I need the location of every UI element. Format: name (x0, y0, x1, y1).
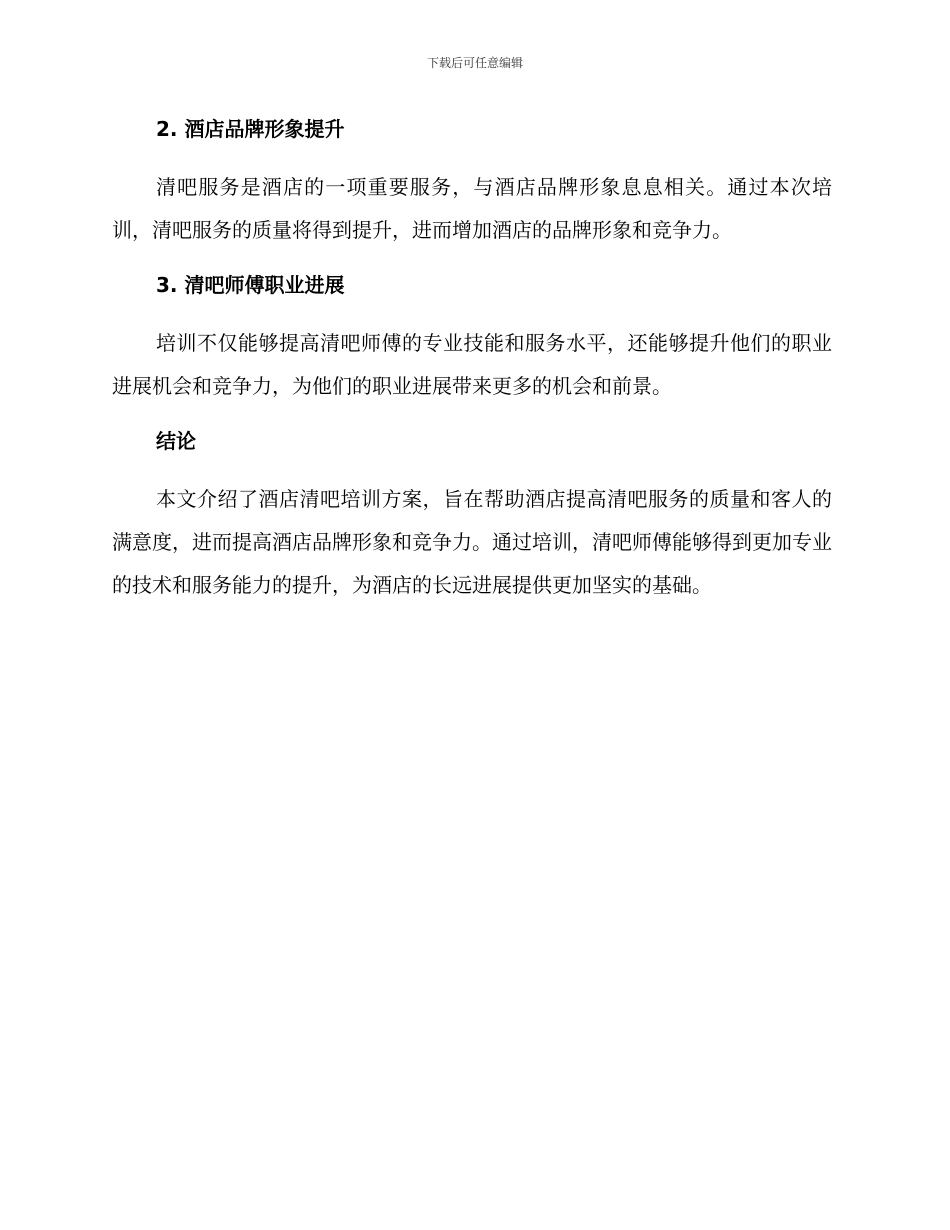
section-paragraph: 培训不仅能够提高清吧师傅的专业技能和服务水平，还能够提升他们的职业进展机会和竞争力，为他们的职业进展带来更多的机会和前景。 (112, 331, 832, 398)
page-header: 下载后可任意编辑 (426, 56, 523, 70)
section-brand-image (112, 110, 832, 252)
section-conclusion (112, 422, 832, 607)
section-heading: 结论 (156, 429, 196, 453)
section-paragraph: 清吧服务是酒店的一项重要服务，与酒店品牌形象息息相关。通过本次培训，清吧服务的质量将得到提升，进而增加酒店的品牌形象和竞争力。 (112, 175, 832, 242)
section-heading: 3. 清吧师傅职业进展 (156, 273, 345, 297)
section-career-development (112, 266, 832, 408)
section-paragraph: 本文介绍了酒店清吧培训方案，旨在帮助酒店提高清吧服务的质量和客人的满意度，进而提高酒店品牌形象和竞争力。通过培训，清吧师傅能够得到更加专业的技术和服务能力的提升，为酒店的长远进展提供更加坚实的基础。 (112, 487, 832, 597)
document-body (112, 110, 832, 621)
section-heading: 2. 酒店品牌形象提升 (156, 117, 345, 141)
